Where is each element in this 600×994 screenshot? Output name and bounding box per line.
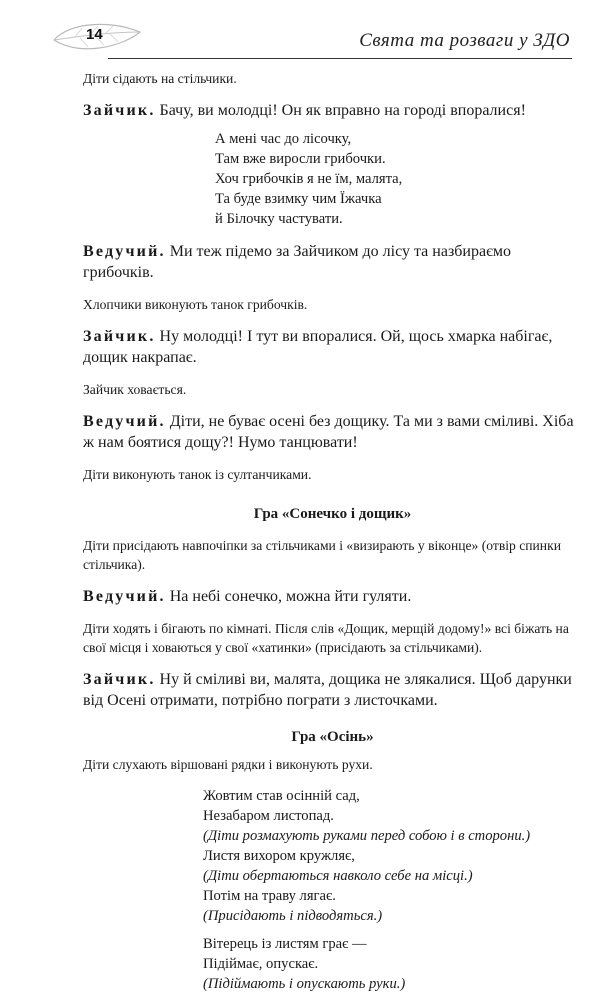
speech-vedushchyi-2 [83,411,582,453]
speaker-name: Зайчик. [83,671,156,688]
stage-direction: Діти присідають навпочіпки за стільчиками і «визирають у віконце» (отвір спинки стільчика). [83,538,561,572]
speech-text: На небі сонечко, можна йти гуляти. [165,588,412,605]
stage-direction: Діти сідають на стільчики. [83,71,237,86]
speech-text: Ми теж підемо за Зайчиком до лісу та назбираємо грибочків. [83,243,512,281]
header-divider [108,58,572,59]
poem-line: Там вже виросли грибочки. [215,151,386,167]
speech-vedushchyi-1 [83,241,582,283]
speech-text: Бачу, ви молодці! Он як вправно на городі впоралися! [155,102,526,119]
speech-zaichyk-1 [83,100,582,121]
speech-vedushchyi-3 [83,586,582,607]
game-heading-sun-rain: Гра «Сонечко і дощик» [253,506,412,522]
poem-stage-direction: (Присідають і підводяться.) [203,908,383,924]
speech-zaichyk-2 [83,326,582,368]
stage-direction: Хлопчики виконують танок грибочків. [83,297,308,312]
speaker-name: Зайчик. [83,328,156,345]
speech-text: Ну молодці! І тут ви впоралися. Ой, щось хмарка набігає, дощик накрапає. [83,328,553,366]
poem-forest [215,129,582,229]
poem-line: А мені час до лісочку, [215,131,352,147]
poem-line: й Білочку частувати. [215,211,343,227]
poem-line: Потім на траву лягає. [203,888,336,904]
speaker-name: Ведучий. [83,588,166,605]
poem-stage-direction: (Підіймають і опускають руки.) [203,976,406,992]
poem-line: Вітерець із листям грає — [203,936,367,952]
game-heading-autumn: Гра «Осінь» [291,729,374,745]
poem-autumn-garden [203,786,582,926]
poem-line: Підіймає, опускає. [203,956,319,972]
stage-direction: Діти слухають віршовані рядки і виконують рухи. [83,757,373,772]
running-header-title: Свята та розваги у ЗДО [359,30,570,51]
poem-line: Жовтим став осінній сад, [203,788,360,804]
poem-line: Хоч грибочків я не їм, малята, [215,171,403,187]
speech-text: Ну й сміливі ви, малята, дощика не злякалися. Щоб дарунки від Осені отримати, потрібно пограти з листочками. [83,671,572,709]
poem-breeze [203,934,582,994]
poem-line: Та буде взимку чим Їжачка [215,191,382,207]
poem-line: Листя вихором кружляє, [203,848,355,864]
stage-direction: Діти ходять і бігають по кімнаті. Після слів «Дощик, мерщій додому!» всі біжать на свої місця і ховаються у свої «хатинки» (присідають за стільчиками). [83,621,569,655]
page-number: 14 [86,26,103,43]
speaker-name: Ведучий. [83,413,166,430]
poem-line: Незабаром листопад. [203,808,334,824]
speech-zaichyk-3 [83,669,582,711]
poem-stage-direction: (Діти розмахують руками перед собою і в сторони.) [203,828,531,844]
stage-direction: Діти виконують танок із султанчиками. [83,467,312,482]
speaker-name: Ведучий. [83,243,166,260]
page-content [83,69,582,994]
speech-text: Діти, не буває осені без дощику. Та ми з вами сміливі. Хіба ж нам боятися дощу?! Нумо танцювати! [83,413,574,451]
stage-direction: Зайчик ховається. [83,382,187,397]
speaker-name: Зайчик. [83,102,156,119]
poem-stage-direction: (Діти обертаються навколо себе на місці.) [203,868,473,884]
